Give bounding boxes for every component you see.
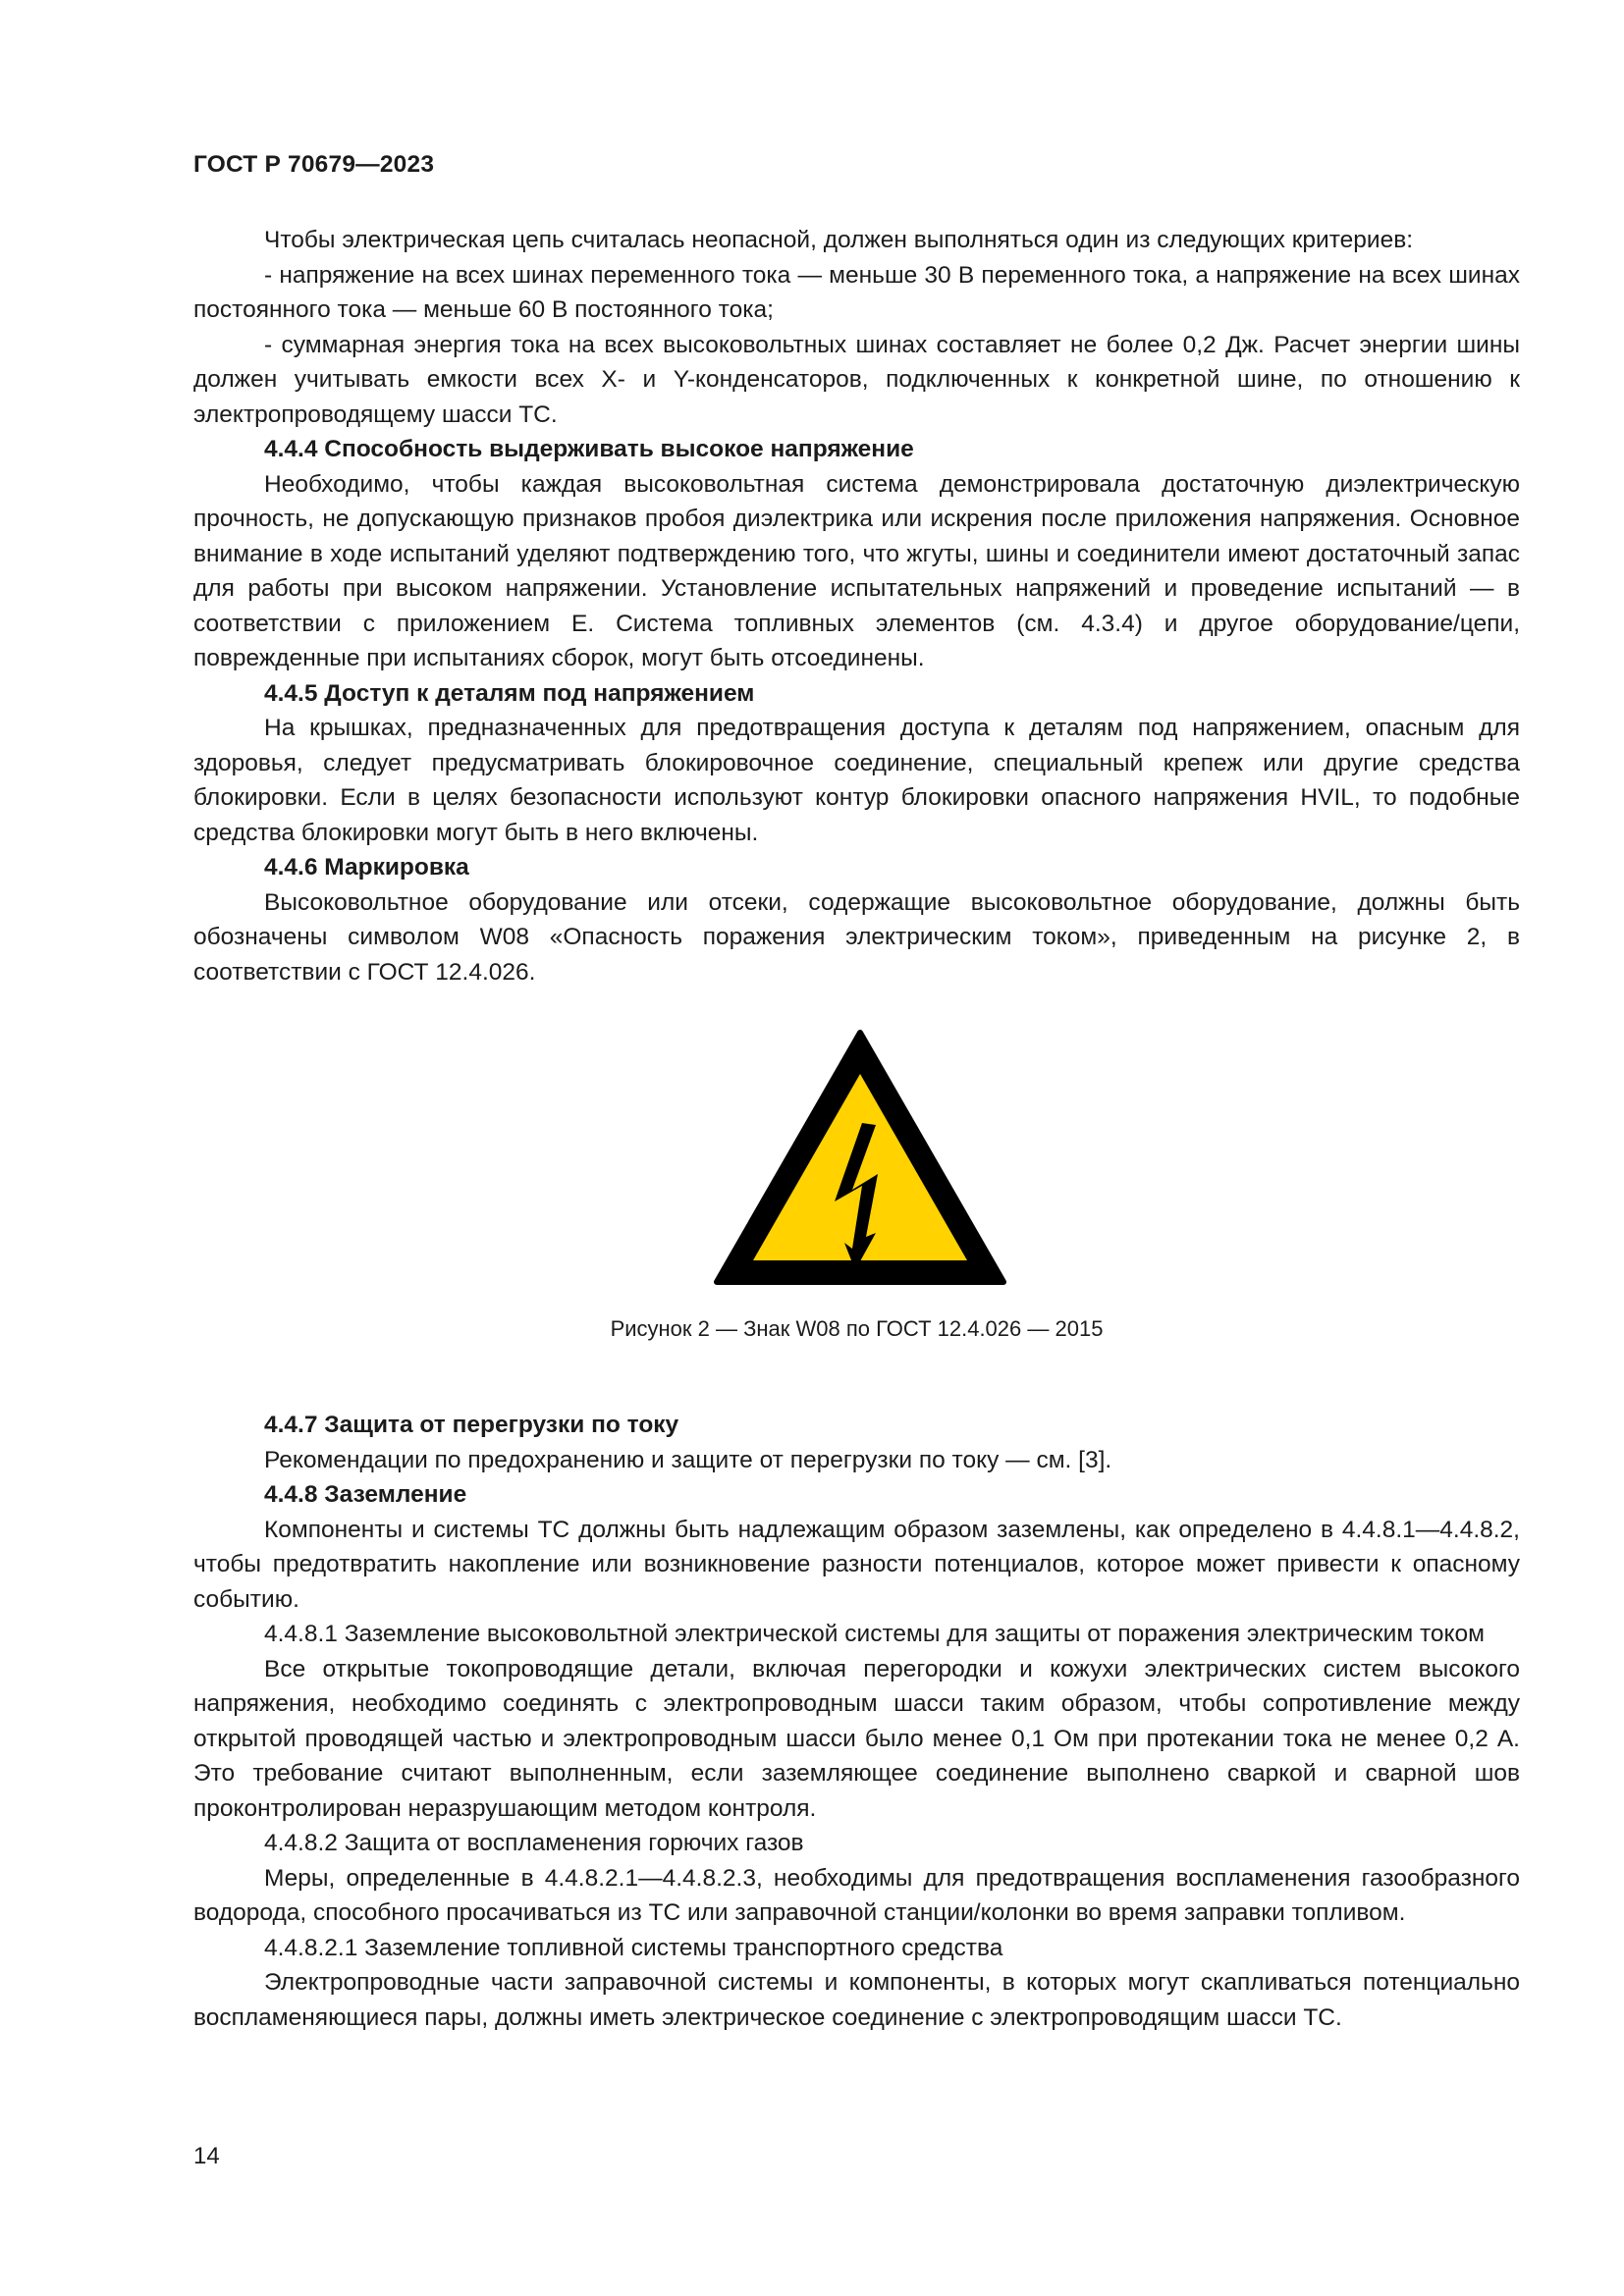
section-heading-4-4-8: 4.4.8 Заземление xyxy=(264,1481,467,1508)
section-heading-4-4-5: 4.4.5 Доступ к деталям под напряжением xyxy=(264,679,755,707)
paragraph-criterion-energy: - суммарная энергия тока на всех высоковольтных шинах составляет не более 0,2 Дж. Расчет энергии шины должен учитывать емкости всех X- и Y-конденсаторов, подключенных к конкретной шине, по отношению к электропроводящему шасси ТС. xyxy=(193,331,1520,428)
figure-2 xyxy=(193,995,1520,1408)
document-header: ГОСТ Р 70679—2023 xyxy=(193,151,435,178)
high-voltage-warning-icon xyxy=(713,1029,1007,1286)
subsection-heading-4-4-8-1: 4.4.8.1 Заземление высоковольтной электрической системы для защиты от поражения электрическим током xyxy=(264,1621,1486,1647)
paragraph-4-4-5: На крышках, предназначенных для предотвращения доступа к деталям под напряжением, опасным для здоровья, следует предусматривать блокировочное соединение, специальный крепеж или другие средства блокировки. Если в целях безопасности используют контур блокировки опасного напряжения HVIL, то подобные средства блокировки могут быть в него включены. xyxy=(193,715,1520,846)
paragraph-criterion-voltage: - напряжение на всех шинах переменного тока — меньше 30 В переменного тока, а напряжение на всех шинах постоянного тока — меньше 60 В постоянного тока; xyxy=(193,261,1520,323)
figure-caption: Рисунок 2 — Знак W08 по ГОСТ 12.4.026 — 2015 xyxy=(610,1316,1104,1341)
paragraph-4-4-8-2: Меры, определенные в 4.4.8.2.1—4.4.8.2.3, необходимы для предотвращения воспламенения газообразного водорода, способного просачиваться из ТС или заправочной станции/колонки во время заправки топливом. xyxy=(193,1864,1520,1926)
section-heading-4-4-4: 4.4.4 Способность выдерживать высокое напряжение xyxy=(264,436,914,462)
paragraph-4-4-4: Необходимо, чтобы каждая высоковольтная система демонстрировала достаточную диэлектрическую прочность, не допускающую признаков пробоя диэлектрика или искрения после приложения напряжения. Основное внимание в ходе испытаний уделяют подтверждению того, что жгуты, шины и соединители имеют достаточный запас для работы при высоком напряжении. Установление испытательных напряжений и проведение испытаний — в соответствии с приложением Е. Система топливных элементов (см. 4.3.4) и другое оборудование/цепи, поврежденные при испытаниях сборок, могут быть отсоединены. xyxy=(193,470,1520,671)
subsection-heading-4-4-8-2-1: 4.4.8.2.1 Заземление топливной системы транспортного средства xyxy=(264,1934,1003,1961)
page-number: 14 xyxy=(193,2143,220,2169)
section-heading-4-4-7: 4.4.7 Защита от перегрузки по току xyxy=(264,1412,679,1438)
paragraph-intro: Чтобы электрическая цепь считалась неопасной, должен выполняться один из следующих критериев: xyxy=(264,227,1414,253)
subsection-heading-4-4-8-2: 4.4.8.2 Защита от воспламенения горючих газов xyxy=(264,1830,804,1856)
paragraph-4-4-8-2-1: Электропроводные части заправочной системы и компоненты, в которых могут скапливаться потенциально воспламеняющиеся пары, должны иметь электрическое соединение с электропроводящим шасси ТС. xyxy=(193,1969,1520,2031)
paragraph-4-4-8-1: Все открытые токопроводящие детали, включая перегородки и кожухи электрических систем высокого напряжения, необходимо соединять с электропроводным шасси таким образом, чтобы сопротивление между открытой проводящей частью и электропроводным шасси было менее 0,1 Ом при протекании тока не менее 0,2 А. Это требование считают выполненным, если заземляющее соединение выполнено сваркой и сварной шов проконтролирован неразрушающим методом контроля. xyxy=(193,1655,1520,1822)
paragraph-4-4-8: Компоненты и системы ТС должны быть надлежащим образом заземлены, как определено в 4.4.8.1—4.4.8.2, чтобы предотвратить накопление или возникновение разности потенциалов, которое может привести к опасному событию. xyxy=(193,1516,1520,1613)
paragraph-4-4-7: Рекомендации по предохранению и защите от перегрузки по току — см. [3]. xyxy=(264,1446,1112,1473)
section-heading-4-4-6: 4.4.6 Маркировка xyxy=(264,854,469,881)
paragraph-4-4-6: Высоковольтное оборудование или отсеки, содержащие высоковольтное оборудование, должны быть обозначены символом W08 «Опасность поражения электрическим током», приведенным на рисунке 2, в соответствии с ГОСТ 12.4.026. xyxy=(193,888,1520,986)
document-body xyxy=(193,223,1520,2035)
